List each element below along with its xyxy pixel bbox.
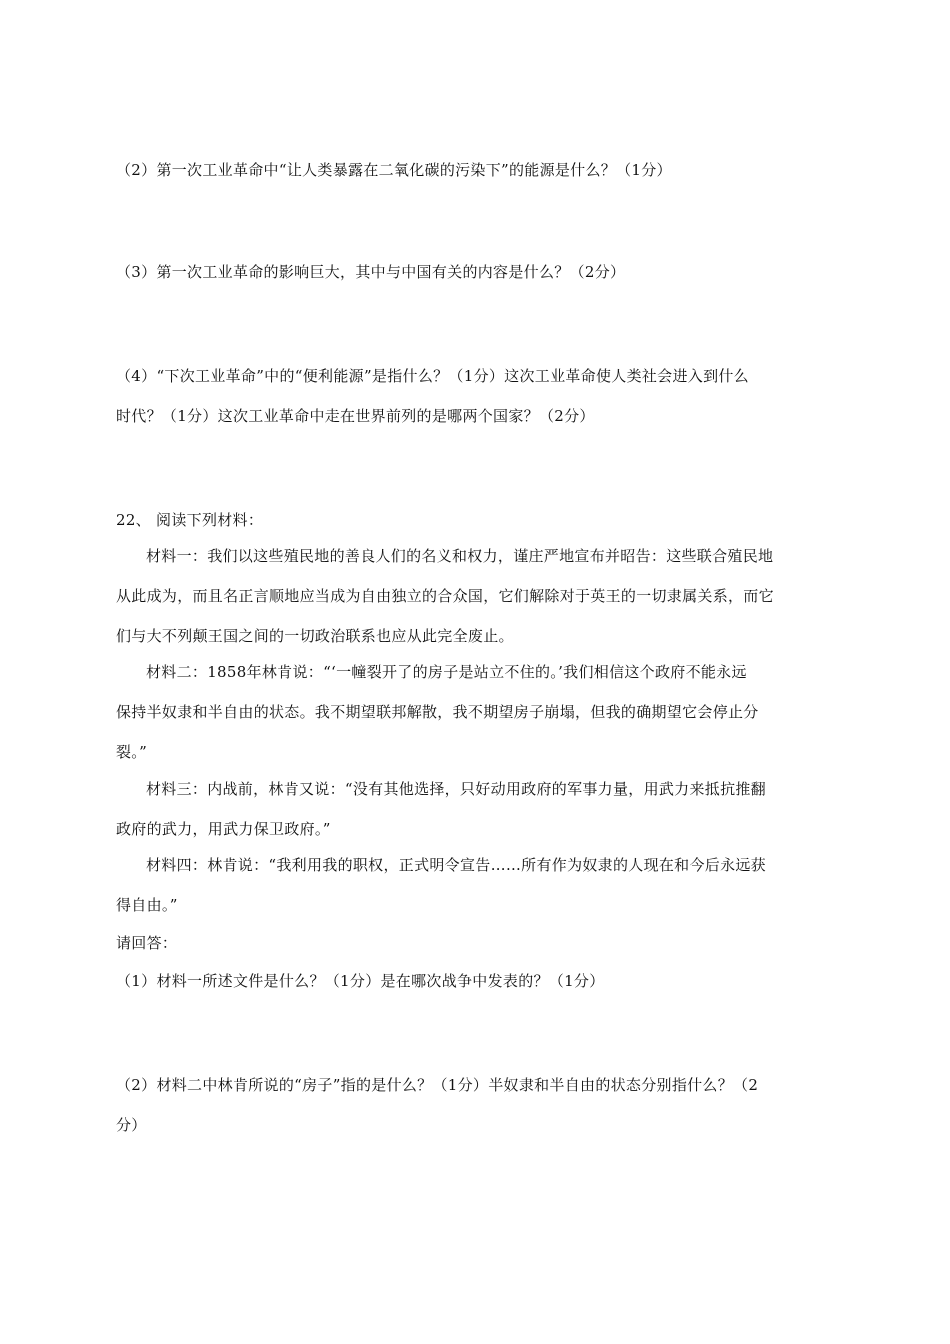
material-2-line-3: 裂。”: [116, 743, 148, 761]
material-3-line-1: 材料三：内战前，林肯又说：“没有其他选择，只好动用政府的军事力量，用武力来抵抗推翻: [146, 780, 766, 798]
question-21-3: （3）第一次工业革命的影响巨大，其中与中国有关的内容是什么？（2分）: [116, 263, 626, 281]
material-4-line-1: 材料四：林肯说：“我利用我的职权，正式明令宣告……所有作为奴隶的人现在和今后永远获: [146, 856, 766, 874]
question-22-header: 22、 阅读下列材料：: [116, 511, 264, 529]
question-21-4-line-2: 时代？（1分）这次工业革命中走在世界前列的是哪两个国家？（2分）: [116, 407, 595, 425]
material-2-line-2: 保持半奴隶和半自由的状态。我不期望联邦解散，我不期望房子崩塌，但我的确期望它会停止分: [116, 703, 759, 721]
material-4-line-2: 得自由。”: [116, 896, 178, 914]
question-21-4-line-1: （4）“下次工业革命”中的“便利能源”是指什么？（1分）这次工业革命使人类社会进入到什么: [116, 367, 749, 385]
question-21-2: （2）第一次工业革命中“让人类暴露在二氧化碳的污染下”的能源是什么？（1分）: [116, 161, 672, 179]
question-22-2-line-2: 分）: [116, 1116, 147, 1134]
answer-prompt: 请回答：: [116, 934, 178, 952]
question-22-1: （1）材料一所述文件是什么？（1分）是在哪次战争中发表的？（1分）: [116, 972, 605, 990]
material-1-line-2: 从此成为，而且名正言顺地应当成为自由独立的合众国，它们解除对于英王的一切隶属关系，而它: [116, 587, 774, 605]
question-22-2-line-1: （2）材料二中林肯所说的“房子”指的是什么？（1分）半奴隶和半自由的状态分别指什么？（2: [116, 1076, 759, 1094]
material-2-line-1: 材料二：1858年林肯说：“‘一幢裂开了的房子是站立不住的。’我们相信这个政府不能永远: [146, 663, 747, 681]
material-3-line-2: 政府的武力，用武力保卫政府。”: [116, 820, 331, 838]
material-1-line-1: 材料一：我们以这些殖民地的善良人们的名义和权力，谨庄严地宣布并昭告：这些联合殖民地: [146, 547, 774, 565]
material-1-line-3: 们与大不列颠王国之间的一切政治联系也应从此完全废止。: [116, 627, 514, 645]
